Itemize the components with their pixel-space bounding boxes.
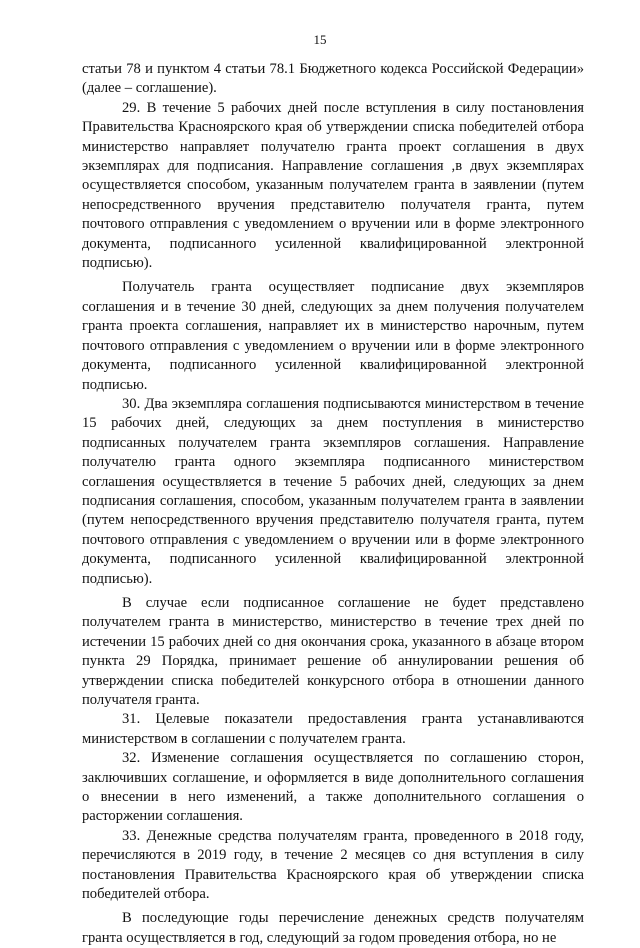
paragraph-continuation: статьи 78 и пунктом 4 статьи 78.1 Бюджетного кодекса Российской Федерации» (далее – соглашение). <box>82 61 584 97</box>
paragraph-29: 29. В течение 5 рабочих дней после вступления в силу постановления Правительства Красноярского края об утверждении списка победителей отбора министерство направляет получателю гранта проект соглашения в двух экземплярах для подписания. Направление соглашения ,в двух экземплярах осуществляется способом, указанным получателем гранта в заявлении (путем непосредственного вручения представителю получателя гранта, путем почтового отправления с уведомлением о вручении или в форме электронного документа, подписанного усиленной квалифицированной электронной подписью). <box>82 99 584 272</box>
paragraph-29-signing: Получатель гранта осуществляет подписание двух экземпляров соглашения и в течение 30 дней, следующих за днем получения получателем гранта проекта соглашения, направляет их в министерство нарочным, путем почтового отправления с уведомлением о вручении или в форме электронного документа, подписанного усиленной квалифицированной электронной подписью. <box>82 279 584 393</box>
paragraph-31: 31. Целевые показатели предоставления гранта устанавливаются министерством в соглашении с получателем гранта. <box>82 711 584 747</box>
paragraph-30-annulment: В случае если подписанное соглашение не будет представлено получателем гранта в министерство, министерство в течение трех дней по истечении 15 рабочих дней со дня окончания срока, указанного в абзаце втором пункта 29 Порядка, принимает решение об аннулировании решения об утверждении списка победителей конкурсного отбора в отношении данного получателя гранта. <box>82 594 584 708</box>
paragraph-32: 32. Изменение соглашения осуществляется по соглашению сторон, заключивших соглашение, и оформляется в виде дополнительного соглашения о внесении в него изменений, а также дополнительного соглашения о расторжении соглашения. <box>82 750 584 825</box>
paragraph-33-following-years: В последующие годы перечисление денежных средств получателям гранта осуществляется в год, следующий за годом проведения отбора, но не <box>82 910 584 946</box>
document-body <box>82 60 584 948</box>
page-number: 15 <box>313 32 327 47</box>
paragraph-33: 33. Денежные средства получателям гранта, проведенного в 2018 году, перечисляются в 2019 году, в течение 2 месяцев со дня вступления в силу постановления Правительства Красноярского края об утверждении списка победителей отбора. <box>82 827 584 903</box>
paragraph-30: 30. Два экземпляра соглашения подписываются министерством в течение 15 рабочих дней, следующих за днем поступления в министерство подписанных получателем гранта экземпляров соглашения. Направление получателю гранта одного экземпляра подписанного министерством соглашения осуществляется в течение 5 рабочих дней, следующих за днем подписания соглашения, способом, указанным получателем гранта в заявлении (путем непосредственного вручения представителю получателя гранта, путем почтового отправления с уведомлением о вручении или в форме электронного документа, подписанного усиленной квалифицированной электронной подписью). <box>82 395 584 587</box>
